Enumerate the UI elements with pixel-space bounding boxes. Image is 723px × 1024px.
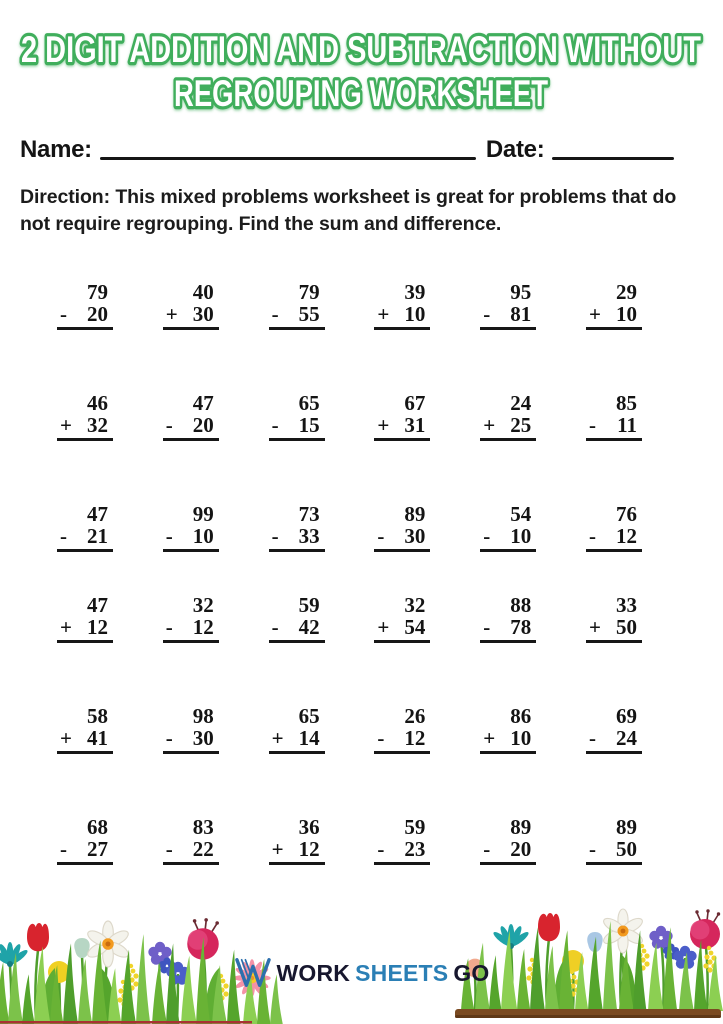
bottom-number: 21: [87, 524, 108, 548]
problem-row: [57, 503, 642, 552]
bottom-line: [269, 525, 325, 552]
date-blank-line: [552, 157, 674, 161]
bottom-line: [586, 525, 642, 552]
top-number: 99: [192, 502, 214, 526]
problem-row: [57, 392, 642, 441]
math-problem: [57, 705, 113, 754]
problem-row: [57, 816, 642, 865]
bottom-line: [57, 727, 113, 754]
top-number: 32: [192, 593, 214, 617]
math-problem: [480, 594, 536, 643]
operator: -: [165, 524, 173, 548]
math-problem: [374, 816, 430, 865]
bottom-number: 10: [404, 302, 426, 326]
bottom-line: [480, 838, 536, 865]
operator: -: [588, 837, 596, 861]
bottom-line: [57, 525, 113, 552]
top-number: 98: [192, 704, 214, 728]
math-problem: [480, 392, 536, 441]
operator: -: [165, 726, 173, 750]
bottom-number: 55: [298, 302, 320, 326]
bottom-number: 10: [510, 524, 532, 548]
bottom-number: 12: [298, 837, 320, 861]
bottom-line: [57, 838, 113, 865]
operator: -: [165, 615, 173, 639]
bottom-number: 54: [404, 615, 426, 639]
bottom-number: 12: [192, 615, 214, 639]
math-problem: [269, 392, 325, 441]
math-problem: [163, 594, 219, 643]
operator: -: [483, 837, 491, 861]
top-number: 47: [192, 391, 214, 415]
top-number: 86: [510, 704, 532, 728]
bottom-line: [269, 838, 325, 865]
bottom-number: 25: [510, 413, 532, 437]
operator: +: [377, 615, 390, 639]
top-number: 89: [510, 815, 532, 839]
math-problem: [269, 594, 325, 643]
top-number: 33: [615, 593, 637, 617]
bottom-number: 14: [298, 726, 320, 750]
bottom-number: 78: [510, 615, 532, 639]
operator: +: [377, 302, 390, 326]
bottom-line: [163, 303, 219, 330]
top-number: 29: [615, 280, 637, 304]
math-problem: [269, 705, 325, 754]
bottom-line: [269, 303, 325, 330]
top-number: 88: [510, 593, 532, 617]
operator: -: [377, 726, 385, 750]
bottom-line: [57, 303, 113, 330]
math-problem: [586, 594, 642, 643]
top-number: 79: [87, 280, 108, 304]
bottom-number: 30: [404, 524, 426, 548]
bottom-line: [163, 525, 219, 552]
logo-text-work: WORK: [276, 959, 351, 986]
operator: -: [271, 413, 279, 437]
operator: +: [60, 615, 72, 639]
bottom-line: [374, 414, 430, 441]
bottom-line: [480, 727, 536, 754]
bottom-number: 50: [615, 837, 637, 861]
top-number: 73: [298, 502, 320, 526]
operator: -: [165, 837, 173, 861]
math-problem: [57, 594, 113, 643]
math-problem: [480, 705, 536, 754]
math-problem: [586, 816, 642, 865]
top-number: 79: [298, 280, 320, 304]
operator: -: [271, 615, 279, 639]
operator: +: [588, 302, 601, 326]
operator: +: [271, 726, 284, 750]
bottom-line: [480, 414, 536, 441]
top-number: 26: [404, 704, 426, 728]
bottom-line: [374, 303, 430, 330]
math-problem: [480, 281, 536, 330]
bottom-line: [586, 616, 642, 643]
top-number: 54: [510, 502, 532, 526]
bottom-line: [480, 303, 536, 330]
math-problem: [374, 594, 430, 643]
bottom-number: 30: [192, 726, 214, 750]
bottom-line: [57, 616, 113, 643]
bottom-number: 10: [615, 302, 637, 326]
bottom-line: [374, 616, 430, 643]
bottom-number: 10: [192, 524, 214, 548]
bottom-line: [586, 838, 642, 865]
top-number: 69: [615, 704, 637, 728]
bottom-number: 50: [615, 615, 637, 639]
w-logo-icon: [233, 956, 271, 990]
top-number: 65: [298, 391, 320, 415]
top-number: 65: [298, 704, 320, 728]
bottom-line: [269, 727, 325, 754]
math-problem: [163, 392, 219, 441]
title-line-2: REGROUPING WORKSHEET: [174, 73, 549, 114]
math-problem: [269, 281, 325, 330]
bottom-number: 12: [404, 726, 426, 750]
bottom-line: [586, 727, 642, 754]
bottom-number: 11: [617, 413, 637, 437]
operator: -: [271, 524, 279, 548]
name-blank-line: [100, 157, 476, 161]
operator: +: [271, 837, 284, 861]
operator: -: [271, 302, 279, 326]
operator: +: [483, 726, 496, 750]
math-problem: [163, 816, 219, 865]
bottom-line: [586, 303, 642, 330]
top-number: 59: [404, 815, 426, 839]
operator: -: [483, 302, 491, 326]
top-number: 85: [615, 391, 637, 415]
bottom-number: 22: [192, 837, 214, 861]
bottom-number: 32: [87, 413, 108, 437]
date-label: Date:: [485, 136, 545, 163]
bottom-line: [374, 838, 430, 865]
bottom-number: 10: [510, 726, 532, 750]
bottom-number: 30: [192, 302, 214, 326]
worksheetsgo-logo: [233, 956, 489, 990]
operator: -: [588, 413, 596, 437]
bottom-line: [480, 525, 536, 552]
top-number: 39: [404, 280, 426, 304]
top-number: 68: [87, 815, 108, 839]
logo-text-go: GO: [453, 959, 490, 986]
top-number: 32: [404, 593, 426, 617]
top-number: 46: [87, 391, 108, 415]
bottom-line: [57, 414, 113, 441]
operator: -: [60, 302, 67, 326]
operator: -: [60, 524, 67, 548]
math-problem: [269, 816, 325, 865]
math-problem: [586, 503, 642, 552]
bottom-number: 81: [510, 302, 532, 326]
bottom-number: 20: [87, 302, 108, 326]
problem-row: [57, 281, 642, 330]
operator: -: [588, 524, 596, 548]
math-problem: [480, 816, 536, 865]
math-problem: [57, 816, 113, 865]
math-problem: [480, 503, 536, 552]
bottom-number: 41: [87, 726, 108, 750]
bottom-number: 27: [87, 837, 108, 861]
top-number: 47: [87, 593, 108, 617]
bottom-line: [374, 727, 430, 754]
top-number: 95: [510, 280, 532, 304]
math-problem: [374, 281, 430, 330]
bottom-number: 24: [615, 726, 637, 750]
top-number: 67: [404, 391, 426, 415]
page-title: [0, 16, 723, 128]
math-problem: [163, 705, 219, 754]
operator: -: [60, 837, 67, 861]
math-problem: [586, 392, 642, 441]
bottom-line: [269, 616, 325, 643]
name-date-row: [20, 138, 680, 162]
top-number: 40: [192, 280, 214, 304]
operator: -: [165, 413, 173, 437]
bottom-line: [269, 414, 325, 441]
bottom-line: [480, 616, 536, 643]
math-problem: [374, 392, 430, 441]
bottom-line: [163, 414, 219, 441]
logo-text-sheets: SHEETS: [355, 959, 449, 986]
operator: -: [588, 726, 596, 750]
top-number: 58: [87, 704, 108, 728]
bottom-number: 12: [87, 615, 108, 639]
direction-text: Direction: This mixed problems worksheet is great for problems that do not require regrouping. Find the sum and difference.: [20, 186, 677, 236]
math-problem: [57, 392, 113, 441]
math-problem: [57, 503, 113, 552]
math-problem: [374, 705, 430, 754]
top-number: 24: [510, 391, 532, 415]
bottom-number: 12: [615, 524, 637, 548]
operator: +: [483, 413, 496, 437]
bottom-line: [163, 727, 219, 754]
title-line-1: 2 DIGIT ADDITION AND SUBTRACTION WITHOUT: [21, 29, 702, 70]
problem-row: [57, 705, 642, 754]
problems-grid: [57, 281, 642, 865]
operator: -: [377, 837, 385, 861]
bottom-line: [586, 414, 642, 441]
top-number: 59: [298, 593, 320, 617]
bottom-number: 23: [404, 837, 426, 861]
math-problem: [374, 503, 430, 552]
bottom-number: 31: [404, 413, 426, 437]
math-problem: [586, 281, 642, 330]
operator: -: [377, 524, 385, 548]
bottom-line: [163, 838, 219, 865]
bottom-number: 20: [192, 413, 214, 437]
bottom-number: 20: [510, 837, 532, 861]
bottom-number: 42: [298, 615, 320, 639]
bottom-number: 33: [298, 524, 320, 548]
math-problem: [269, 503, 325, 552]
flower-bed-right-icon: [453, 906, 723, 1024]
name-label: Name:: [20, 136, 92, 163]
top-number: 83: [192, 815, 214, 839]
operator: +: [60, 413, 72, 437]
operator: +: [60, 726, 72, 750]
top-number: 89: [615, 815, 637, 839]
operator: +: [377, 413, 390, 437]
problem-row: [57, 594, 642, 643]
bottom-line: [163, 616, 219, 643]
operator: +: [165, 302, 178, 326]
operator: +: [588, 615, 601, 639]
top-number: 89: [404, 502, 426, 526]
bottom-line: [374, 525, 430, 552]
math-problem: [57, 281, 113, 330]
math-problem: [163, 503, 219, 552]
top-number: 36: [298, 815, 320, 839]
operator: -: [483, 524, 491, 548]
operator: -: [483, 615, 491, 639]
bottom-number: 15: [298, 413, 320, 437]
top-number: 47: [87, 502, 108, 526]
math-problem: [163, 281, 219, 330]
math-problem: [586, 705, 642, 754]
top-number: 76: [615, 502, 637, 526]
